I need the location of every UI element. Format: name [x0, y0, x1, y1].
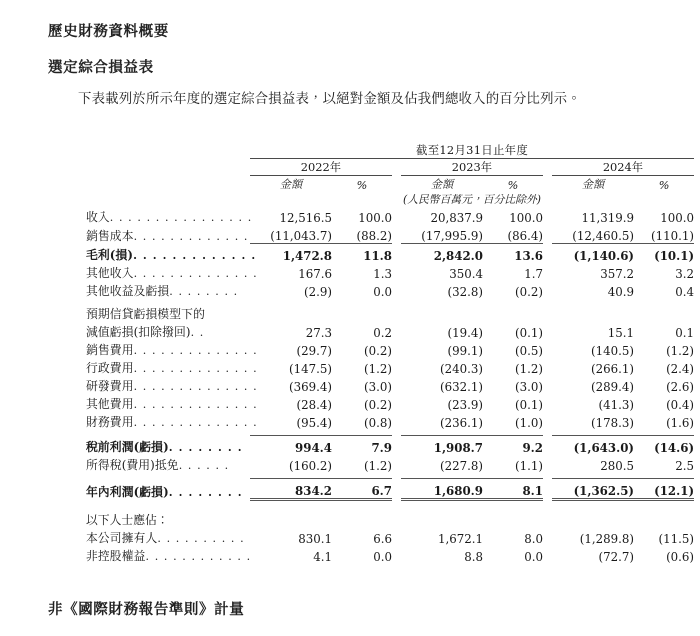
cell-percent-2023: 100.0 [509, 211, 543, 225]
cell-percent-2024: (10.1) [634, 244, 694, 264]
cell-amount-2023: 350.4 [449, 267, 483, 281]
cell-amount-2024: 15.1 [607, 326, 634, 340]
cell-amount-2022: (28.4) [296, 398, 332, 412]
cell-percent-2022: 6.7 [332, 479, 392, 500]
cell-percent-2024: (2.6) [666, 380, 695, 394]
column-gap [392, 510, 401, 528]
cell-percent-2023: 8.0 [524, 532, 543, 546]
column-gap [543, 394, 552, 412]
cell-amount-2022: (2.9) [304, 285, 332, 299]
cell-percent-2022: 1.3 [373, 267, 392, 281]
column-gap [543, 436, 552, 456]
cell-amount-2023: 20,837.9 [430, 211, 483, 225]
table-row [86, 263, 694, 281]
cell-amount-2024: (1,362.5) [552, 479, 634, 500]
leader-dots: . . . . . . . . . . . . . . [133, 380, 258, 393]
row-label [86, 322, 250, 340]
column-gap [543, 207, 552, 225]
cell-percent-2024: 0.1 [675, 326, 695, 340]
section-subtitle: 選定綜合損益表 [48, 59, 154, 76]
cell-percent-2024: (0.6) [666, 550, 695, 564]
column-gap [543, 340, 552, 358]
column-gap [392, 263, 401, 281]
column-gap [401, 304, 483, 322]
row-label-text: 收入 [86, 210, 110, 224]
table-row [86, 225, 694, 244]
cell-amount-2022: 834.2 [250, 479, 332, 500]
leader-dots: . . . . . . . . [168, 441, 243, 454]
row-label [86, 479, 250, 500]
header-subcolumn-row [86, 176, 694, 193]
cell-percent-2022: (0.2) [364, 344, 392, 358]
cell-percent-2023: (0.1) [515, 326, 543, 340]
header-percent-2022: % [356, 179, 368, 192]
cell-amount-2024: (266.1) [591, 362, 634, 376]
cell-percent-2022: 0.0 [373, 550, 392, 564]
cell-amount-2022: (147.5) [289, 362, 332, 376]
cell-amount-2023: (632.1) [440, 380, 483, 394]
column-gap [543, 479, 552, 500]
row-label-text: 非控股權益 [86, 549, 146, 563]
cell-amount-2023: 2,842.0 [401, 244, 483, 264]
cell-amount-2022: 12,516.5 [279, 211, 332, 225]
row-label [86, 455, 250, 473]
header-note-gap-2 [543, 192, 552, 207]
row-spacer [86, 500, 694, 511]
cell-percent-2022: (1.2) [364, 459, 392, 473]
leader-dots: . . . . . . . . . . . . . . [133, 398, 258, 411]
table-row [86, 412, 694, 430]
cell-percent-2023: (1.0) [515, 416, 543, 430]
cell-percent-2022: (0.8) [364, 416, 392, 430]
cell-amount-2022: (29.7) [296, 344, 332, 358]
cell-amount-2022: (369.4) [289, 380, 332, 394]
column-gap [392, 225, 401, 244]
cell-amount-2023: (99.1) [447, 344, 483, 358]
header-amount-2022: 金額 [279, 178, 303, 191]
header-note-gap-1 [392, 192, 401, 207]
column-gap [543, 546, 552, 564]
leader-dots: . . . . . . . . . . . . . . [133, 362, 258, 375]
cell-amount-2024: (1,643.0) [552, 436, 634, 456]
header-period-label: 截至12月31日止年度 [250, 142, 694, 159]
header-sub-blank [86, 176, 250, 193]
cell-percent-2022: 7.9 [332, 436, 392, 456]
cell-amount-2024: 357.2 [600, 267, 634, 281]
row-label-text: 年內利潤(虧損) [86, 484, 169, 499]
header-amount-2023: 金額 [430, 178, 454, 191]
column-gap [543, 358, 552, 376]
column-gap [634, 304, 694, 322]
leader-dots: . . . . . . . . [168, 485, 243, 499]
table-section-header-row [86, 510, 694, 528]
column-gap [392, 358, 401, 376]
cell-amount-2023: 1,680.9 [401, 479, 483, 500]
header-note-pad-right-2 [634, 192, 694, 207]
column-gap [250, 510, 332, 528]
column-gap [250, 304, 332, 322]
header-year-gap-2 [543, 159, 552, 176]
row-label [86, 436, 250, 456]
column-gap [543, 263, 552, 281]
cell-percent-2024: 100.0 [660, 211, 695, 225]
column-gap [392, 394, 401, 412]
cell-amount-2023: (32.8) [447, 285, 483, 299]
cell-amount-2023: (23.9) [447, 398, 483, 412]
column-gap [552, 510, 634, 528]
column-gap [392, 207, 401, 225]
cell-amount-2022: (11,043.7) [270, 229, 332, 243]
cell-percent-2022: (88.2) [356, 229, 392, 243]
row-label [86, 340, 258, 358]
cell-percent-2024: 3.2 [675, 267, 695, 281]
cell-percent-2023: 9.2 [483, 436, 543, 456]
cell-amount-2023: (17,995.9) [421, 229, 483, 243]
cell-percent-2023: (86.4) [507, 229, 543, 243]
row-label-text: 銷售成本 [86, 228, 134, 243]
row-label-text: 稅前利潤(虧損) [86, 440, 169, 454]
cell-percent-2023: (1.2) [515, 362, 543, 376]
leader-dots: . . . . . . . . . . . . . . [133, 416, 258, 429]
row-label-text: 其他收入 [86, 266, 134, 280]
leader-dots: . . . . . . . . [169, 285, 239, 298]
column-gap [543, 244, 552, 264]
cell-amount-2023: (227.8) [440, 459, 483, 473]
column-gap [552, 304, 634, 322]
header-percent-2024: % [658, 179, 670, 192]
table-row [86, 436, 694, 456]
cell-percent-2023: 0.0 [524, 550, 543, 564]
cell-amount-2023: (240.3) [440, 362, 483, 376]
cell-percent-2023: (0.2) [515, 285, 543, 299]
cell-percent-2024: (110.1) [651, 229, 695, 243]
leader-dots: . . [190, 326, 205, 339]
cell-amount-2024: 11,319.9 [581, 211, 634, 225]
row-label-text: 毛利(損) [86, 248, 134, 262]
header-unit-note-row [86, 192, 694, 207]
cell-percent-2022: 100.0 [358, 211, 392, 225]
column-gap [483, 510, 543, 528]
header-amount-2024: 金額 [581, 178, 605, 191]
leader-dots: . . . . . . . . . . . . . [133, 249, 257, 262]
cell-amount-2022: 27.3 [305, 326, 332, 340]
cell-amount-2022: (95.4) [296, 416, 332, 430]
cell-percent-2022: (1.2) [364, 362, 392, 376]
column-gap [543, 376, 552, 394]
cell-percent-2022: 0.2 [373, 326, 392, 340]
row-label-text: 其他費用 [86, 397, 134, 411]
header-percent-2023: % [507, 179, 519, 192]
table-row [86, 394, 694, 412]
row-label-text: 銷售費用 [86, 343, 134, 357]
table-row [86, 546, 694, 564]
row-label-text: 其他收益及虧損 [86, 284, 170, 298]
column-gap [543, 528, 552, 546]
header-year-2024: 2024年 [552, 159, 694, 176]
header-year-2022: 2022年 [250, 159, 392, 176]
cell-percent-2022: (0.2) [364, 398, 392, 412]
row-label-upper: 預期信貸虧損模型下的 [86, 307, 205, 321]
leader-dots: . . . . . . [178, 459, 230, 472]
column-gap [392, 479, 401, 500]
column-gap [332, 304, 392, 322]
header-year-2023: 2023年 [401, 159, 543, 176]
row-label [86, 528, 250, 546]
row-label [86, 281, 250, 299]
footer-section-title: 非《國際財務報告準則》計量 [48, 601, 245, 618]
column-gap [392, 322, 401, 340]
row-label-text: 財務費用 [86, 415, 134, 429]
row-label-text: 減值虧損(扣除撥回) [86, 325, 191, 339]
financial-table-container [86, 142, 695, 564]
column-gap [483, 304, 543, 322]
cell-amount-2023: 1,672.1 [437, 532, 483, 546]
column-gap [392, 376, 401, 394]
leader-dots: . . . . . . . . . . . . [145, 550, 252, 563]
header-note-blank [86, 192, 250, 207]
cell-amount-2023: (236.1) [440, 416, 483, 430]
row-label [86, 546, 250, 564]
table-body [86, 207, 694, 564]
row-label [86, 263, 258, 281]
cell-percent-2022: 11.8 [332, 244, 392, 264]
cell-amount-2024: (41.3) [598, 398, 634, 412]
cell-percent-2024: (2.4) [666, 362, 695, 376]
column-gap [392, 340, 401, 358]
column-gap [543, 225, 552, 244]
cell-amount-2024: 40.9 [607, 285, 634, 299]
row-label-text: 所得稅(費用)抵免 [86, 458, 179, 472]
header-corner-blank [86, 142, 250, 159]
table-row [86, 322, 694, 340]
cell-amount-2024: (72.7) [598, 550, 634, 564]
header-year-gap-1 [392, 159, 401, 176]
cell-percent-2024: (14.6) [634, 436, 694, 456]
cell-percent-2024: (11.5) [658, 532, 695, 546]
page-title: 歷史財務資料概要 [48, 23, 169, 40]
table-row [86, 376, 694, 394]
column-gap [392, 546, 401, 564]
table-row [86, 455, 694, 473]
row-label [86, 244, 257, 264]
row-label-text: 本公司擁有人 [86, 531, 158, 545]
cell-percent-2022: (3.0) [364, 380, 392, 394]
row-label-text: 行政費用 [86, 361, 134, 375]
row-label-text: 研發費用 [86, 379, 134, 393]
row-label [86, 412, 258, 430]
cell-amount-2023: 1,908.7 [401, 436, 483, 456]
leader-dots: . . . . . . . . . . . . . [133, 229, 249, 243]
cell-amount-2022: (160.2) [289, 459, 332, 473]
table-row-label-continuation [86, 304, 694, 322]
column-gap [401, 510, 483, 528]
column-gap [392, 528, 401, 546]
leader-dots: . . . . . . . . . . . . . . [133, 344, 258, 357]
cell-amount-2022: 1,472.8 [250, 244, 332, 264]
column-gap [543, 281, 552, 299]
column-gap [392, 281, 401, 299]
cell-amount-2023: 8.8 [464, 550, 483, 564]
cell-percent-2023: 13.6 [483, 244, 543, 264]
intro-paragraph: 下表載列於所示年度的選定綜合損益表，以絕對金額及佔我們總收入的百分比列示。 [78, 92, 581, 107]
header-note-pad-left [250, 192, 332, 207]
cell-percent-2023: 1.7 [524, 267, 543, 281]
column-gap [543, 412, 552, 430]
cell-percent-2023: (0.1) [515, 398, 543, 412]
column-gap [392, 412, 401, 430]
cell-amount-2024: (178.3) [591, 416, 634, 430]
column-gap [392, 455, 401, 473]
table-row [86, 281, 694, 299]
cell-amount-2024: (1,289.8) [579, 532, 634, 546]
cell-amount-2024: (140.5) [591, 344, 634, 358]
header-sub-gap-2 [543, 176, 552, 193]
cell-amount-2022: 994.4 [250, 436, 332, 456]
header-year-row [86, 159, 694, 176]
table-header [86, 142, 694, 207]
row-label [86, 358, 258, 376]
cell-percent-2024: (1.2) [666, 344, 695, 358]
cell-amount-2024: (289.4) [591, 380, 634, 394]
table-row [86, 528, 694, 546]
cell-percent-2023: (1.1) [515, 459, 543, 473]
cell-percent-2024: (0.4) [666, 398, 695, 412]
cell-percent-2023: (0.5) [515, 344, 543, 358]
cell-percent-2024: (1.6) [666, 416, 695, 430]
cell-amount-2024: (1,140.6) [552, 244, 634, 264]
header-note-pad-right [552, 192, 634, 207]
table-row [86, 207, 694, 225]
column-gap [392, 304, 401, 322]
column-gap [392, 436, 401, 456]
table-row [86, 340, 694, 358]
cell-percent-2023: (3.0) [515, 380, 543, 394]
table-row [86, 479, 694, 500]
column-gap [332, 510, 392, 528]
cell-percent-2024: 2.5 [675, 459, 695, 473]
leader-dots: . . . . . . . . . . . . . . . . [109, 211, 253, 224]
cell-percent-2024: (12.1) [634, 479, 694, 500]
header-span-row [86, 142, 694, 159]
column-gap [543, 304, 552, 322]
cell-percent-2024: 0.4 [675, 285, 695, 299]
cell-amount-2022: 167.6 [298, 267, 332, 281]
header-sub-gap-1 [392, 176, 401, 193]
row-label [86, 225, 250, 244]
leader-dots: . . . . . . . . . . [157, 532, 245, 545]
leader-dots: . . . . . . . . . . . . . . [133, 267, 258, 280]
cell-amount-2022: 830.1 [298, 532, 332, 546]
header-note-pad-left-2 [332, 192, 392, 207]
cell-percent-2023: 8.1 [483, 479, 543, 500]
table-row [86, 358, 694, 376]
column-gap [543, 510, 552, 528]
cell-amount-2022: 4.1 [313, 550, 332, 564]
cell-amount-2023: (19.4) [447, 326, 483, 340]
column-gap [543, 455, 552, 473]
section-label-attributable-to: 以下人士應佔： [86, 513, 169, 527]
row-label [86, 376, 258, 394]
selected-income-statement-table [86, 142, 694, 564]
column-gap [543, 322, 552, 340]
header-year-blank [86, 159, 250, 176]
row-spacer-cell [86, 500, 694, 511]
header-unit-note: (人民幣百萬元，百分比除外) [403, 193, 541, 206]
cell-amount-2024: 280.5 [600, 459, 634, 473]
row-label [86, 207, 253, 225]
column-gap [634, 510, 694, 528]
column-gap [392, 244, 401, 264]
table-row [86, 244, 694, 264]
row-label [86, 394, 258, 412]
cell-amount-2024: (12,460.5) [572, 229, 634, 243]
cell-percent-2022: 0.0 [373, 285, 392, 299]
cell-percent-2022: 6.6 [373, 532, 392, 546]
